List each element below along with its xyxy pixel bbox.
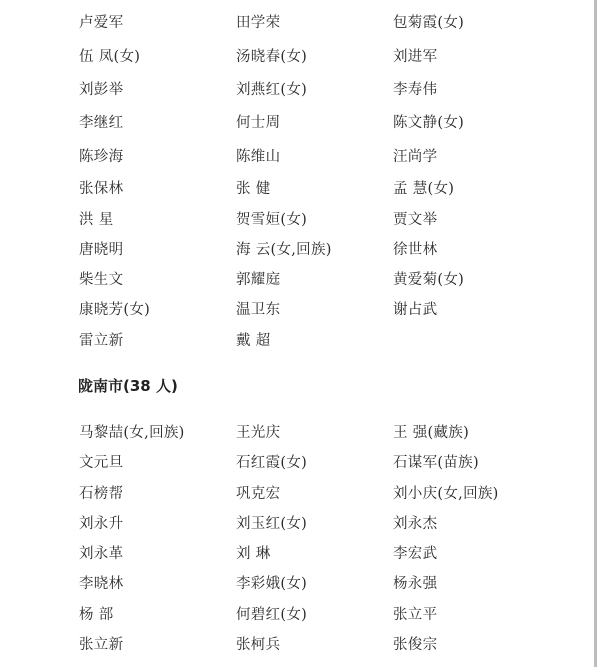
name-row xyxy=(0,604,597,626)
name-entry: 洪 星 xyxy=(79,212,114,228)
name-entry: 柴生文 xyxy=(79,272,124,288)
name-entry: 李继红 xyxy=(79,115,124,131)
name-entry: 汪尚学 xyxy=(393,149,438,165)
name-row xyxy=(0,330,597,352)
name-row xyxy=(0,12,597,34)
name-row xyxy=(0,112,597,134)
name-entry: 何碧红(女) xyxy=(236,607,308,623)
name-row xyxy=(0,573,597,595)
name-entry: 杨 部 xyxy=(79,607,114,623)
name-row xyxy=(0,483,597,505)
name-entry: 戴 超 xyxy=(236,333,271,349)
name-entry: 李彩娥(女) xyxy=(236,576,308,592)
name-entry: 卢爱军 xyxy=(79,15,124,31)
name-entry: 徐世林 xyxy=(393,242,438,258)
name-entry: 孟 慧(女) xyxy=(393,181,455,197)
name-entry: 杨永强 xyxy=(393,576,438,592)
name-entry: 张柯兵 xyxy=(236,637,281,653)
name-entry: 包菊霞(女) xyxy=(393,15,465,31)
name-row xyxy=(0,46,597,68)
name-entry: 郭耀庭 xyxy=(236,272,281,288)
name-row xyxy=(0,422,597,444)
name-row xyxy=(0,146,597,168)
name-row xyxy=(0,299,597,321)
name-entry: 黄爱菊(女) xyxy=(393,272,465,288)
name-entry: 王光庆 xyxy=(236,425,281,441)
name-entry: 石榜帮 xyxy=(79,486,124,502)
name-entry: 海 云(女,回族) xyxy=(236,242,332,258)
name-entry: 刘进军 xyxy=(393,49,438,65)
name-entry: 石谋军(苗族) xyxy=(393,455,479,471)
name-entry: 刘永升 xyxy=(79,516,124,532)
name-entry: 王 强(藏族) xyxy=(393,425,470,441)
name-entry: 贾文举 xyxy=(393,212,438,228)
name-entry: 温卫东 xyxy=(236,302,281,318)
name-entry: 陈珍海 xyxy=(79,149,124,165)
name-entry: 刘 琳 xyxy=(236,546,271,562)
name-entry: 文元旦 xyxy=(79,455,124,471)
name-entry: 汤晓春(女) xyxy=(236,49,308,65)
name-row xyxy=(0,178,597,200)
name-row xyxy=(0,239,597,261)
name-entry: 石红霞(女) xyxy=(236,455,308,471)
name-entry: 刘燕红(女) xyxy=(236,82,308,98)
name-entry: 田学荣 xyxy=(236,15,281,31)
name-entry: 张立平 xyxy=(393,607,438,623)
name-row xyxy=(0,543,597,565)
name-row xyxy=(0,513,597,535)
name-entry: 张保林 xyxy=(79,181,124,197)
name-row xyxy=(0,452,597,474)
name-entry: 唐晓明 xyxy=(79,242,124,258)
name-entry: 刘玉红(女) xyxy=(236,516,308,532)
name-entry: 刘小庆(女,回族) xyxy=(393,486,499,502)
name-entry: 伍 凤(女) xyxy=(79,49,141,65)
name-row xyxy=(0,269,597,291)
name-entry: 陈文静(女) xyxy=(393,115,465,131)
name-entry: 谢占武 xyxy=(393,302,438,318)
name-entry: 李晓林 xyxy=(79,576,124,592)
name-row xyxy=(0,79,597,101)
name-entry: 马黎喆(女,回族) xyxy=(79,425,185,441)
name-entry: 刘彭举 xyxy=(79,82,124,98)
name-entry: 李宏武 xyxy=(393,546,438,562)
name-entry: 巩克宏 xyxy=(236,486,281,502)
name-entry: 贺雪姮(女) xyxy=(236,212,308,228)
section-heading: 陇南市(38 人) xyxy=(78,377,178,395)
name-entry: 陈维山 xyxy=(236,149,281,165)
name-entry: 张 健 xyxy=(236,181,271,197)
name-row xyxy=(0,209,597,231)
name-entry: 何士周 xyxy=(236,115,281,131)
name-row xyxy=(0,634,597,656)
name-entry: 刘永杰 xyxy=(393,516,438,532)
name-entry: 康晓芳(女) xyxy=(79,302,151,318)
name-entry: 张立新 xyxy=(79,637,124,653)
name-entry: 雷立新 xyxy=(79,333,124,349)
name-entry: 刘永革 xyxy=(79,546,124,562)
name-entry: 李寿伟 xyxy=(393,82,438,98)
name-entry: 张俊宗 xyxy=(393,637,438,653)
